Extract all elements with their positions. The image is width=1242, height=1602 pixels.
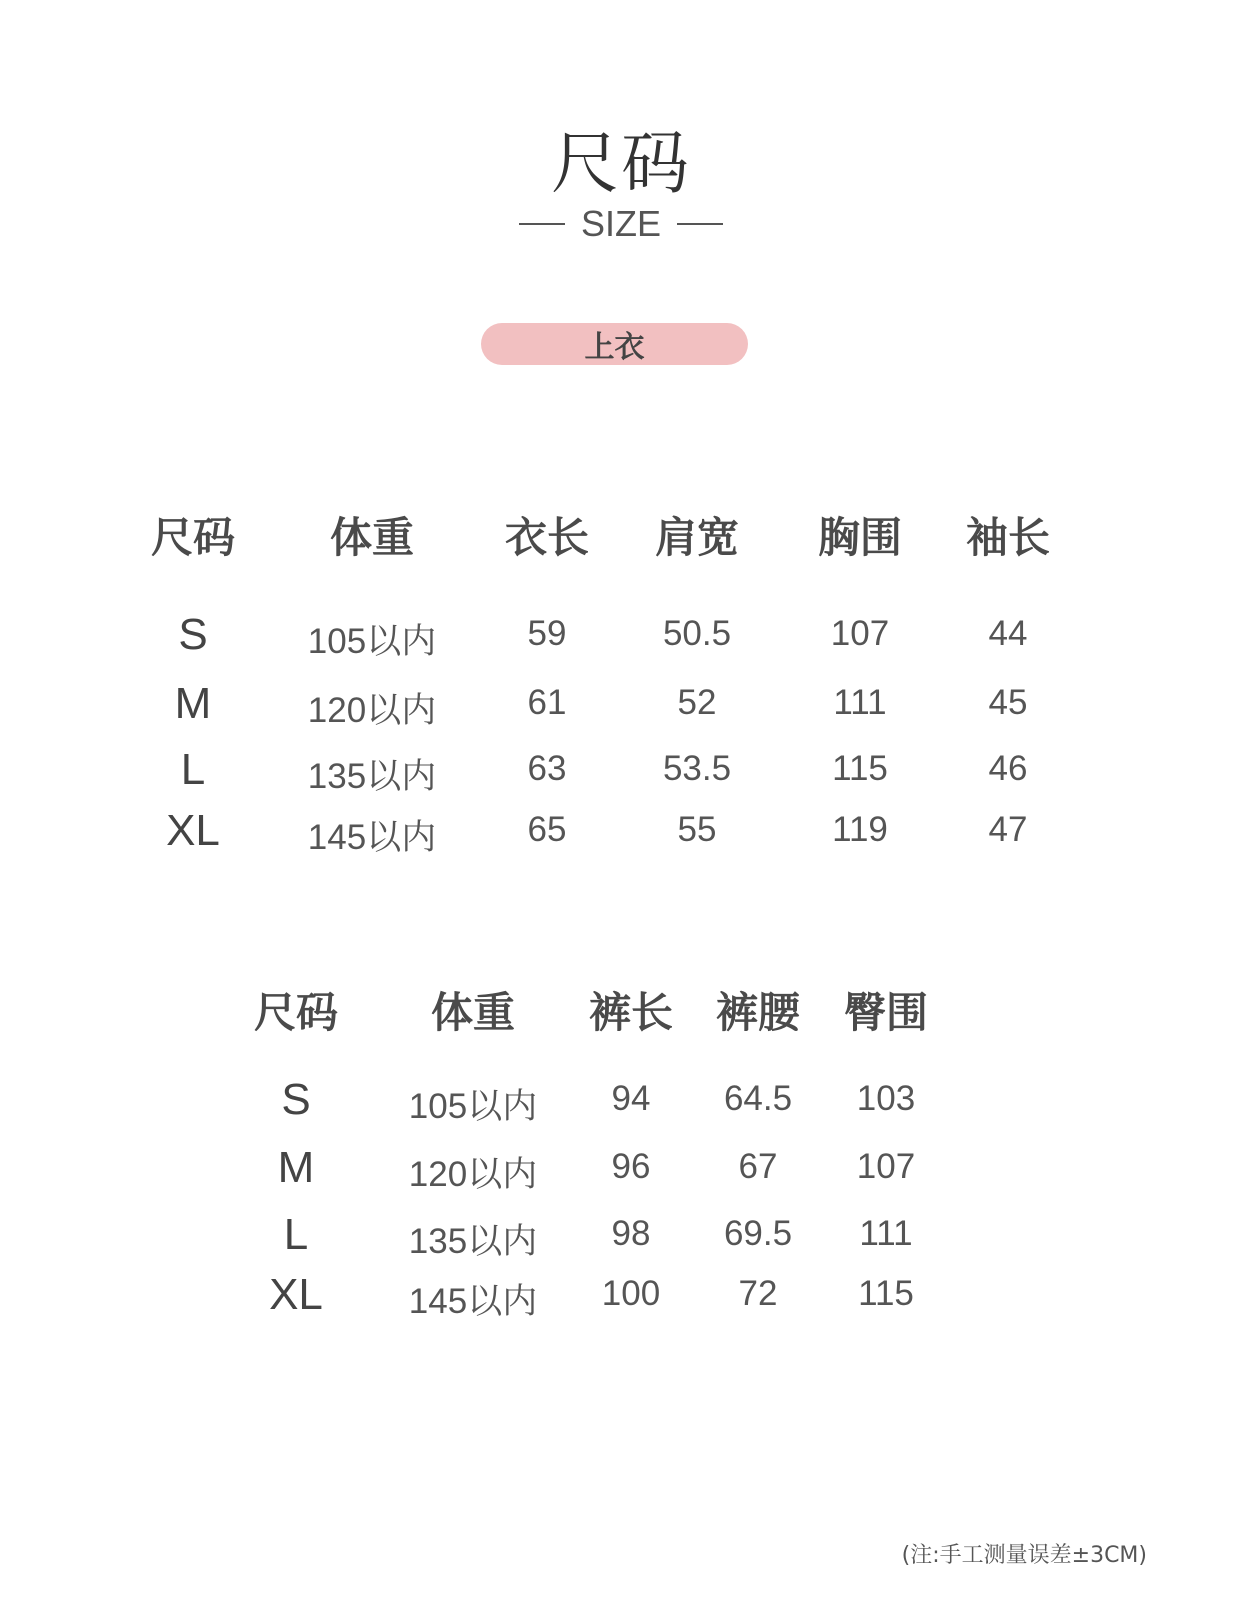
table-cell: 55 (677, 810, 717, 849)
size-label: L (283, 1210, 309, 1259)
size-label: XL (269, 1270, 323, 1319)
table-cell: 64.5 (723, 1079, 793, 1118)
size-label: XL (166, 806, 220, 855)
column-header: 肩宽 (654, 513, 740, 562)
size-label: S (281, 1075, 311, 1124)
table-cell: 145以内 (307, 818, 437, 857)
table-cell: 52 (677, 683, 717, 722)
table-cell: 103 (856, 1079, 916, 1118)
table-cell: 111 (859, 1214, 913, 1253)
column-header: 胸围 (817, 513, 903, 562)
table-cell: 63 (527, 749, 567, 788)
table-cell: 44 (988, 614, 1028, 653)
table-cell: 105以内 (408, 1087, 538, 1126)
column-header: 裤腰 (715, 988, 801, 1037)
table-cell: 120以内 (408, 1155, 538, 1194)
category-badge-label: 上衣 (584, 330, 645, 365)
size-label: M (277, 1143, 315, 1192)
table-cell: 50.5 (662, 614, 732, 653)
column-header: 体重 (430, 988, 516, 1037)
page-subtitle (0, 203, 1242, 245)
column-header: 体重 (329, 513, 415, 562)
size-label: S (178, 610, 208, 659)
table-cell: 115 (858, 1274, 914, 1313)
table-cell: 46 (988, 749, 1028, 788)
table-cell: 59 (527, 614, 567, 653)
table-cell: 67 (738, 1147, 778, 1186)
table-cell: 145以内 (408, 1282, 538, 1321)
size-label: L (180, 745, 206, 794)
right-dash (677, 223, 723, 225)
page-title: 尺码 (550, 125, 691, 204)
left-dash (519, 223, 565, 225)
table-cell: 69.5 (723, 1214, 793, 1253)
table-cell: 53.5 (662, 749, 732, 788)
table-cell: 45 (988, 683, 1028, 722)
column-header: 袖长 (965, 513, 1051, 562)
table-cell: 98 (611, 1214, 651, 1253)
column-header: 尺码 (150, 513, 236, 562)
column-header: 衣长 (504, 513, 590, 562)
table-cell: 107 (856, 1147, 916, 1186)
column-header: 裤长 (588, 988, 674, 1037)
table-cell: 115 (832, 749, 888, 788)
table-cell: 119 (832, 810, 888, 849)
table-cell: 135以内 (307, 757, 437, 796)
table-cell: 105以内 (307, 622, 437, 661)
size-label: M (174, 679, 212, 728)
column-header: 尺码 (253, 988, 339, 1037)
table-cell: 107 (830, 614, 890, 653)
table-cell: 111 (833, 683, 887, 722)
table-cell: 120以内 (307, 691, 437, 730)
table-cell: 96 (611, 1147, 651, 1186)
column-header: 臀围 (843, 988, 929, 1037)
subtitle-text: SIZE (580, 203, 661, 244)
table-cell: 135以内 (408, 1222, 538, 1261)
table-cell: 94 (611, 1079, 651, 1118)
category-badge (481, 323, 748, 365)
table-cell: 65 (527, 810, 567, 849)
table-cell: 61 (527, 683, 567, 722)
table-cell: 100 (601, 1274, 661, 1313)
table-cell: 47 (988, 810, 1028, 849)
table-cell: 72 (738, 1274, 778, 1313)
measurement-note: (注:手工测量误差±3CM) (901, 1543, 1147, 1568)
